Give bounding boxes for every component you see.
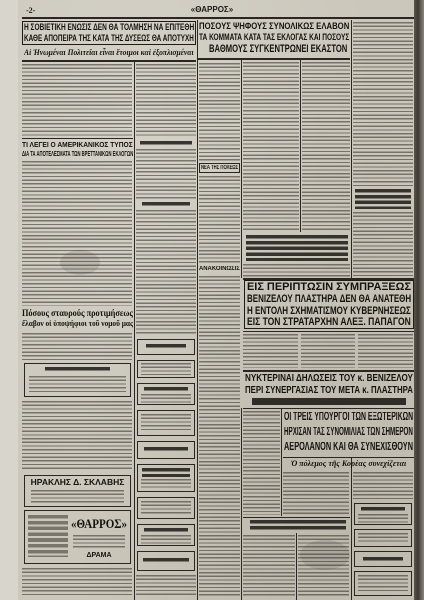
article-text	[353, 212, 413, 276]
advertisement-sklavis	[24, 475, 131, 507]
section-rule	[243, 331, 414, 332]
headline-ministers-line2: ΗΡΧΙΣΑΝ ΤΑΣ ΣΥΝΟΜΙΛΙΑΣ ΤΩΝ ΣΗΜΕΡΟΝ	[284, 427, 413, 438]
ad-text	[141, 479, 191, 489]
ad-text	[141, 414, 191, 432]
small-heading	[140, 141, 192, 146]
headline-papagos-line2: ΒΕΝΙΖΕΛΟΥ ΠΛΑΣΤΗΡΑ ΔΕΝ ΘΑ ΑΝΑΤΕΘΗ	[247, 294, 411, 305]
article-text	[22, 161, 132, 306]
ad-title	[144, 447, 188, 453]
ad-text	[358, 575, 408, 593]
headline-votes-line3: ΒΑΘΜΟΥΣ ΣΥΓΚΕΝΤΡΩΝΕΙ ΕΚΑΣΤΟΝ	[209, 44, 347, 55]
headline-papagos-line1: ΕΙΣ ΠΕΡΙΠΤΩΣΙΝ ΣΥΜΠΡΑΞΕΩΣ	[247, 282, 411, 293]
article-text	[136, 149, 196, 199]
column-rule	[300, 60, 301, 232]
section-rule	[243, 517, 350, 518]
city-news-label: ΝΕΑ ΤΗΣ ΠΟΛΕΩΣ	[201, 165, 238, 171]
ad-title	[146, 344, 186, 350]
ad-text	[358, 533, 408, 544]
ad-text	[141, 501, 191, 515]
ad-title	[144, 528, 188, 533]
headline-soviet-row2	[24, 34, 194, 44]
headline-votes-row1	[199, 22, 349, 32]
headline-preference-row1	[22, 309, 133, 319]
city-news-row	[201, 165, 238, 172]
headline-ministers-row2	[284, 427, 413, 439]
column-rule	[241, 408, 242, 600]
article-text	[136, 575, 196, 597]
article-text	[283, 472, 349, 515]
column-rule	[197, 20, 198, 600]
article-text	[136, 210, 196, 335]
ad-text	[31, 490, 124, 504]
article-text	[353, 472, 413, 500]
section-rule	[243, 408, 414, 409]
column-rule	[281, 408, 282, 516]
column-rule	[351, 457, 352, 600]
advertisement	[354, 503, 412, 525]
advertisement	[354, 571, 412, 596]
article-text	[243, 334, 298, 368]
column-rule	[351, 20, 352, 278]
advertisement	[137, 464, 195, 492]
advertisement	[137, 410, 195, 436]
advertisement-tharros	[24, 510, 131, 564]
ad-title	[144, 387, 188, 392]
headline-ministers-line3: ΑΕΡΟΛΑΝΟΝ ΚΑΙ ΘΑ ΣΥΝΕΧΙΣΘΟΥΝ	[284, 442, 413, 453]
article-text	[22, 333, 132, 360]
section-rule	[22, 138, 133, 139]
page-number: -2-	[26, 6, 36, 15]
section-rule	[283, 457, 414, 458]
headline-papagos-row3	[247, 306, 411, 317]
headline-press-row2	[22, 150, 133, 158]
article-text	[136, 64, 196, 136]
article-text	[243, 62, 299, 230]
ad-tharros-row	[71, 517, 127, 532]
ad-title	[143, 558, 189, 564]
article-text	[22, 401, 132, 471]
article-text	[298, 535, 349, 597]
article-text	[22, 568, 132, 596]
headline-ministers-row3	[284, 442, 413, 454]
ad-title	[45, 367, 110, 373]
ad-text	[358, 514, 408, 523]
headline-american-press-line1: ΤΙ ΛΕΓΕΙ Ο ΑΜΕΡΙΚΑΝΙΚΟΣ ΤΥΠΟΣ	[22, 141, 133, 149]
ad-title	[363, 557, 403, 562]
headline-soviet-line1: Η ΣΟΒΙΕΤΙΚΗ ΕΝΩΣΙΣ ΔΕΝ ΘΑ ΤΟΛΜΗΣΗ ΝΑ ΕΠΙΤΕΘΗ	[24, 23, 194, 33]
article-text	[302, 62, 350, 230]
article-text	[301, 334, 355, 368]
headline-venizelos-row2	[245, 385, 413, 396]
bold-heading	[246, 235, 348, 261]
ad-text	[73, 535, 125, 549]
article-text	[199, 276, 240, 596]
advertisement	[354, 551, 412, 567]
scan-edge	[414, 0, 424, 600]
article-text	[22, 64, 132, 136]
ad-title	[142, 468, 190, 477]
headline-papagos-line4: ΕΙΣ ΤΟΝ ΣΤΡΑΤΑΡΧΗΝ ΑΛΕΞ. ΠΑΠΑΓΟΝ	[247, 317, 411, 328]
ad-sklavis-row	[28, 478, 127, 488]
headline-papagos-row2	[247, 294, 411, 305]
ad-text	[141, 363, 191, 375]
advertisement	[137, 441, 195, 459]
korea-row	[284, 460, 413, 469]
headline-ministers-row1	[284, 412, 413, 424]
ad-text	[28, 515, 68, 557]
headline-preference-line2: ἔλαβον οἱ ὑποψήφιοι τοῦ νομοῦ μας	[22, 320, 133, 328]
headline-votes-row2	[199, 33, 349, 43]
ad-text	[141, 394, 191, 403]
announcement-label: ΑΝΑΚΟΙΝΩΣΙΣ	[199, 266, 240, 272]
section-rule	[243, 370, 414, 372]
ad-text	[141, 535, 191, 544]
small-heading	[142, 202, 190, 207]
advertisement	[137, 524, 195, 546]
headline-papagos-row4	[247, 317, 411, 328]
headline-venizelos-line3	[252, 398, 406, 405]
headline-votes-line2: ΤΑ ΚΟΜΜΑΤΑ ΚΑΤΑ ΤΑΣ ΕΚΛΟΓΑΣ ΚΑΙ ΠΟΣΟΥΣ	[199, 33, 349, 43]
article-text	[358, 334, 413, 368]
advertisement	[354, 529, 412, 547]
header-rule	[22, 17, 414, 19]
headline-soviet-row1	[24, 23, 194, 33]
section-rule	[22, 60, 196, 62]
korea-title: Ὁ πόλεμος τῆς Κορέας συνεχίζεται	[290, 460, 407, 468]
advertisement	[24, 363, 131, 397]
ad-sklavis-name: ΗΡΑΚΛΗΣ Δ. ΣΚΛΑΒΗΣ	[30, 478, 125, 487]
article-text	[353, 22, 413, 186]
column-rule	[241, 60, 242, 278]
ad-tharros-city-row	[71, 552, 127, 560]
headline-votes-line1: ΠΟΣΟΥΣ ΨΗΦΟΥΣ ΣΥΝΟΛΙΚΩΣ ΕΛΑΒΟΝ	[199, 22, 349, 32]
advertisement	[137, 383, 195, 405]
ad-tharros-name: «ΘΑΡΡΟΣ»	[71, 517, 127, 531]
headline-venizelos-line2: ΠΕΡΙ ΣΥΝΕΡΓΑΣΙΑΣ ΤΟΥ ΜΕΤΑ κ. ΠΛΑΣΤΗΡΑ	[245, 385, 413, 396]
ad-tharros-city: ΔΡΑΜΑ	[86, 552, 112, 559]
headline-papagos-line3: Η ΕΝΤΟΛΗ ΣΧΗΜΑΤΙΣΜΟΥ ΚΥΒΕΡΝΗΣΕΩΣ	[247, 306, 411, 317]
headline-votes-row3	[209, 44, 347, 56]
headline-american-press-line2: ΔΙΑ ΤΑ ΑΠΟΤΕΛΕΣΜΑΤΑ ΤΩΝ ΒΡΕΤΤΑΝΙΚΩΝ ΕΚΛΟΓΩΝ	[22, 150, 133, 158]
headline-preference-line1: Πόσους σταυρούς προτιμήσεως	[22, 309, 133, 318]
article-text	[243, 411, 280, 515]
headline-soviet-subtitle: Αἱ Ἡνωμέναι Πολιτεῖαι εἶναι ἕτοιμοι καὶ ἐξοπλισμέναι	[24, 48, 194, 57]
headline-venizelos-line1: ΝΥΚΤΕΡΙΝΑΙ ΔΗΛΩΣΕΙΣ ΤΟΥ κ. ΒΕΝΙΖΕΛΟΥ	[245, 373, 413, 384]
headline-soviet-line2: ΚΑΘΕ ΑΠΟΠΕΙΡΑ ΤΗΣ ΚΑΤΑ ΤΗΣ ΔΥΣΕΩΣ ΘΑ ΑΠΟΤΥΧΗ	[24, 34, 194, 44]
bold-heading	[355, 189, 411, 209]
masthead: «ΘΑΡΡΟΣ»	[190, 5, 234, 14]
advertisement	[137, 339, 195, 355]
bold-heading	[250, 520, 346, 531]
column-rule	[134, 62, 135, 600]
headline-ministers-line1: ΟΙ ΤΡΕΙΣ ΥΠΟΥΡΓΟΙ ΤΩΝ ΕΞΩΤΕΡΙΚΩΝ	[284, 412, 413, 423]
scan-margin	[0, 0, 18, 600]
headline-press-row1	[22, 141, 133, 149]
city-news-box	[199, 163, 240, 173]
advertisement	[137, 360, 195, 378]
column-rule	[296, 533, 297, 600]
article-text	[243, 264, 350, 277]
headline-papagos-row1	[247, 282, 411, 293]
article-text	[199, 63, 240, 161]
section-rule	[198, 58, 350, 60]
article-text	[199, 176, 240, 263]
headline-venizelos-row1	[245, 373, 413, 384]
headline-preference-row2	[22, 320, 133, 330]
ad-title	[361, 507, 405, 512]
advertisement	[137, 497, 195, 519]
ad-text	[29, 376, 126, 394]
announcement-row	[199, 266, 240, 273]
article-text	[243, 535, 295, 597]
advertisement	[137, 551, 195, 571]
headline-soviet-row3	[24, 48, 194, 58]
